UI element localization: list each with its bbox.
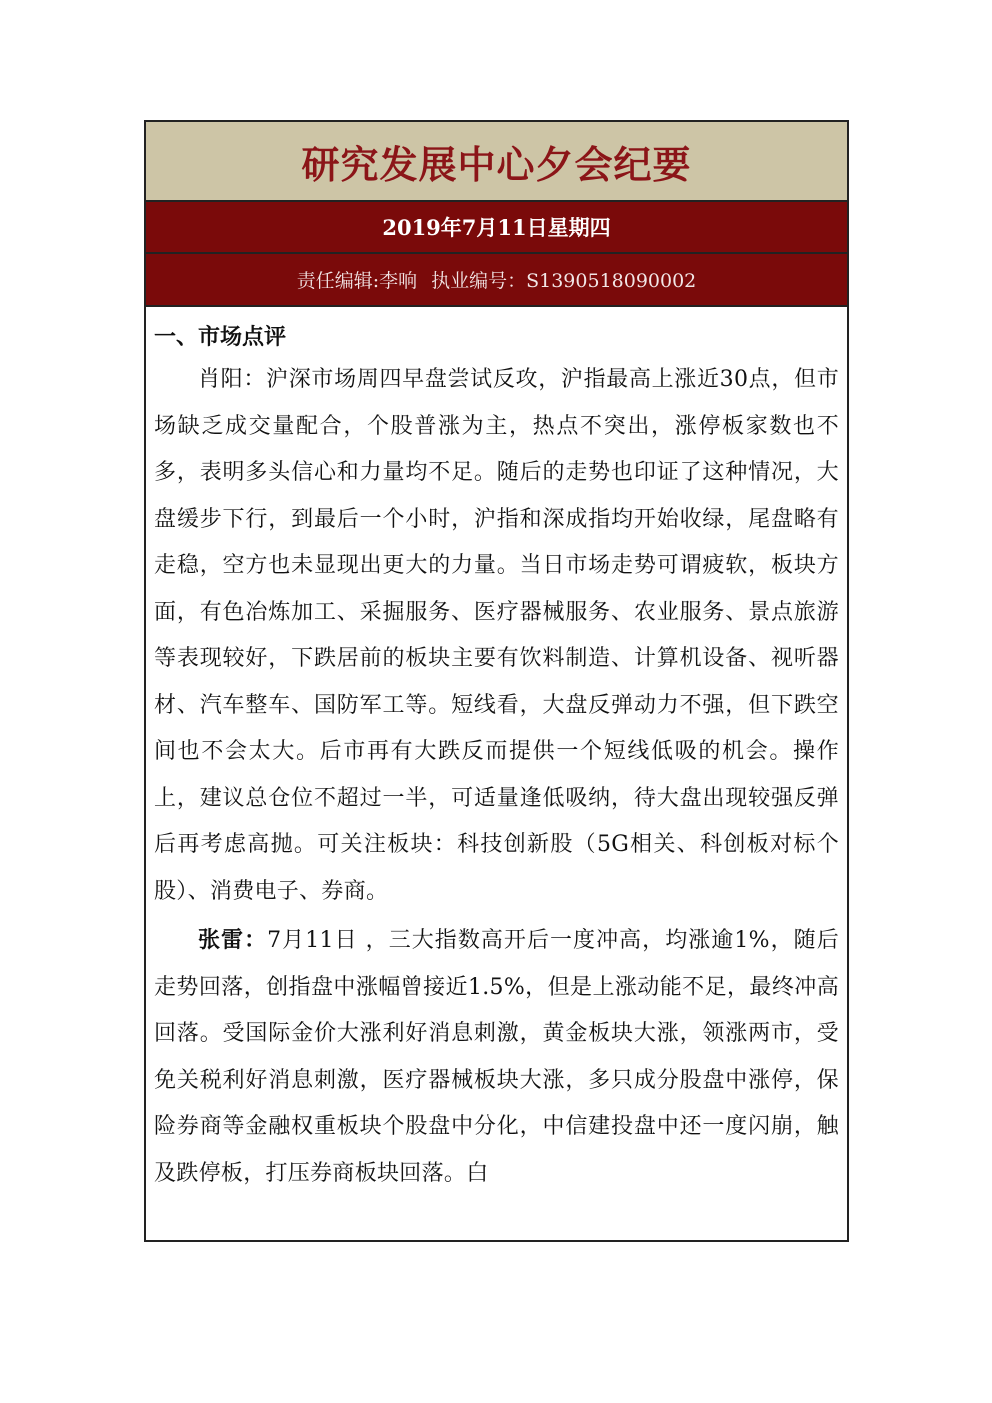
meeting-summary-document [144, 120, 849, 1242]
paragraph-text: 肖阳：沪深市场周四早盘尝试反攻，沪指最高上涨近30点，但市场缺乏成交量配合，个股普涨为主，热点不突出，涨停板家数也不多，表明多头信心和力量均不足。随后的走势也印证了这种情况，大盘缓步下行，到最后一个小时，沪指和深成指均开始收绿，尾盘略有走稳，空方也未显现出更大的力量。当日市场走势可谓疲软，板块方面，有色冶炼加工、采掘服务、医疗器械服务、农业服务、景点旅游等表现较好，下跌居前的板块主要有饮料制造、计算机设备、视听器材、汽车整车、国防军工等。短线看，大盘反弹动力不强，但下跌空间也不会太大。后市再有大跌反而提供一个短线低吸的机会。操作上，建议总仓位不超过一半，可适量逢低吸纳，待大盘出现较强反弹后再考虑高抛。可关注板块：科技创新股（5G相关、科创板对标个股）、消费电子、券商。 [154, 367, 839, 904]
paragraph-xiao-yang [154, 357, 839, 915]
editor-band [146, 254, 847, 307]
date-band [146, 202, 847, 254]
responsible-editor: 责任编辑:李响 [296, 270, 418, 292]
section-heading-market-review: 一、市场点评 [154, 324, 287, 350]
document-date: 2019年7月11日星期四 [382, 215, 611, 240]
paragraph-text: 7月11日 ，三大指数高开后一度冲高，均涨逾1%，随后走势回落，创指盘中涨幅曾接近1.5%，但是上涨动能不足，最终冲高回落。受国际金价大涨利好消息刺激，黄金板块大涨，领涨两市，受免关税利好消息刺激，医疗器械板块大涨，多只成分股盘中涨停，保险券商等金融权重板块个股盘中分化，中信建投盘中还一度闪崩，触及跌停板，打压券商板块回落。白 [154, 928, 839, 1186]
document-content [146, 307, 847, 1197]
speaker-name: 张雷： [198, 927, 268, 953]
document-title: 研究发展中心夕会纪要 [301, 141, 692, 187]
title-band [146, 122, 847, 202]
paragraph-zhang-lei [154, 917, 839, 1197]
license-number: 执业编号：S1390518090002 [431, 270, 697, 292]
